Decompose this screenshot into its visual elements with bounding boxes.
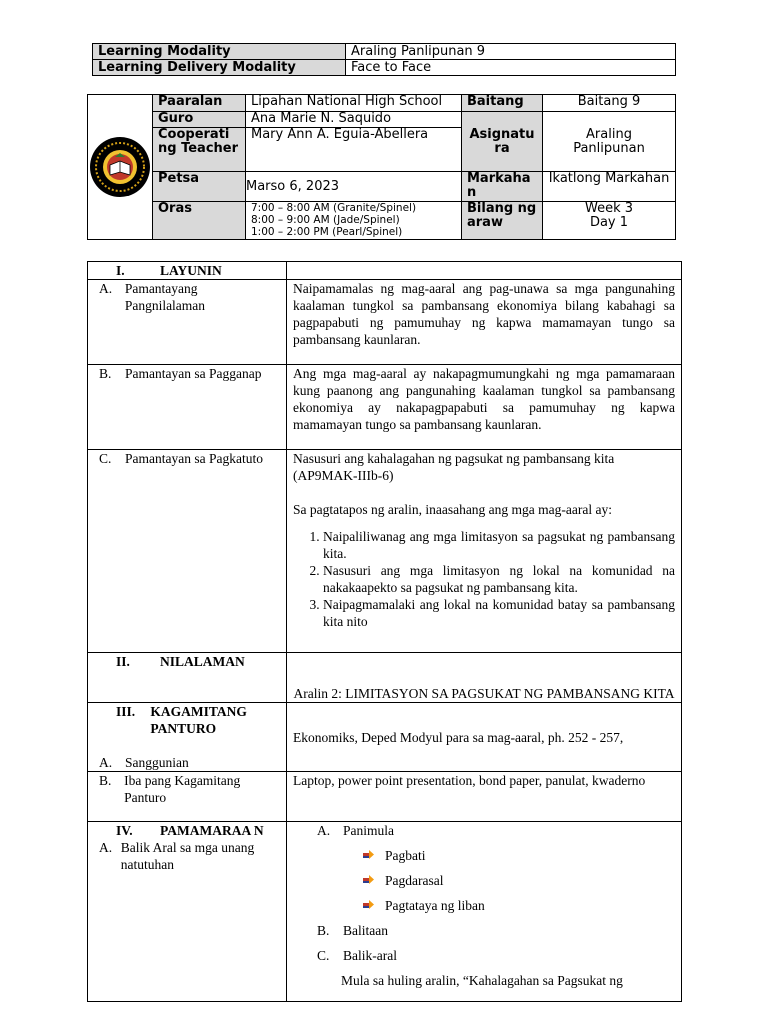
sanggunian-text: Ekonomiks, Deped Modyul para sa mag-aaral, ph. 252 - 257,	[287, 703, 682, 772]
baitang-value: Baitang 9	[543, 95, 676, 112]
oras-value	[246, 202, 462, 240]
petsa-label: Petsa	[153, 172, 246, 202]
bullet-item	[363, 847, 675, 864]
bullet-item	[363, 872, 675, 889]
item-label: Balitaan	[343, 923, 388, 938]
day-text: Day 1	[589, 215, 629, 230]
paaralan-label: Paaralan	[153, 95, 246, 112]
objectives-list	[293, 528, 675, 630]
item-label: Pamantayang Pangnilalaman	[124, 281, 206, 313]
item-label: Balik-aral	[343, 948, 397, 963]
item-letter: B.	[317, 923, 330, 938]
item-label: Pamantayan sa Pagkatuto	[125, 451, 263, 466]
paaralan-value: Lipahan National High School	[246, 95, 462, 112]
school-logo-cell	[88, 95, 153, 240]
section-number: I.	[116, 263, 125, 278]
bullet-text: Pagbati	[385, 848, 426, 863]
guro-value: Ana Marie N. Saquido	[246, 112, 462, 128]
coop-teacher-value: Mary Ann A. Eguia-Abellera	[246, 128, 462, 172]
petsa-value: Marso 6, 2023	[246, 172, 462, 202]
guro-label: Guro	[153, 112, 246, 128]
item-label: Sanggunian	[125, 755, 189, 770]
modality-table	[92, 43, 676, 76]
objective-item: 3. Naipagmamalaki ang lokal na komunidad batay sa pambansang kita nito	[323, 596, 675, 630]
oras-line: 1:00 – 2:00 PM (Pearl/Spinel)	[251, 226, 403, 238]
iba-pang-kagamitan-text: Laptop, power point presentation, bond paper, panulat, kwaderno	[287, 772, 682, 822]
section-title: LAYUNIN	[160, 263, 222, 278]
item-label: Balik Aral sa mga unang natutuhan	[120, 840, 255, 872]
markahan-label: Markaha n	[462, 172, 543, 202]
pamantayang-pangnilalaman-label	[88, 280, 287, 365]
pamantayan-sa-pagganap-label	[88, 365, 287, 450]
bullet-text: Pagtataya ng liban	[385, 898, 485, 913]
section-title: NILALAMAN	[160, 654, 245, 669]
section-number: II.	[116, 654, 130, 669]
nilalaman-text: Aralin 2: LIMITASYON SA PAGSUKAT NG PAMBANSANG KITA	[287, 653, 682, 703]
item-letter: B.	[99, 366, 112, 381]
bilang-value	[543, 202, 676, 240]
bullet-text: Pagdarasal	[385, 873, 444, 888]
section-title: PAMAMARAA N	[160, 823, 264, 838]
school-info-table	[87, 94, 676, 240]
oras-line: 7:00 – 8:00 AM (Granite/Spinel)	[251, 202, 417, 214]
baitang-label: Baitang	[462, 95, 543, 112]
item-letter: C.	[99, 451, 112, 466]
item-letter: A.	[99, 840, 113, 855]
item-label: Pamantayan sa Pagganap	[125, 366, 262, 381]
section-number: IV.	[116, 823, 133, 838]
item-letter: A.	[99, 281, 113, 296]
pamantayan-sa-pagganap-text: Ang mga mag-aaral ay nakapagmumungkahi ng mga pamamaraan kung paanong ang pangunahing kaalaman tungkol sa pambansang ekonomiya ay nakapagpapabuti sa pamumuhay ng kapwa mamamayan tungo sa pambansang kaunlaran.	[287, 365, 682, 450]
lesson-plan-table	[87, 261, 682, 1002]
pamantayan-sa-pagkatuto-content	[287, 450, 682, 653]
pamamaraan-content	[287, 822, 682, 1002]
nilalaman-header	[88, 653, 287, 703]
item-label: Panimula	[343, 823, 394, 838]
delivery-modality-label: Learning Delivery Modality	[93, 60, 346, 76]
item-letter: C.	[317, 948, 330, 963]
modality-label: Learning Modality	[93, 44, 346, 60]
bilang-label: Bilang ng araw	[462, 202, 543, 240]
oras-label: Oras	[153, 202, 246, 240]
asignatura-label: Asignatu ra	[462, 112, 543, 172]
modality-value: Araling Panlipunan 9	[346, 44, 676, 60]
layunin-header	[88, 262, 287, 280]
pamamaraan-header	[88, 822, 287, 1002]
arrow-bullet-icon	[363, 872, 385, 889]
layunin-content	[287, 262, 682, 280]
week-text: Week 3	[584, 201, 634, 216]
asignatura-value: Araling Panlipunan	[543, 112, 676, 172]
pamantayang-pangnilalaman-text: Naipamamalas ng mag-aaral ang pag-unawa sa mga pangunahing kaalaman tungkol sa pambansang ekonomiya bilang kabahagi sa pagpapabuti ng pamumuhay ng kapwa mamamayan tungo sa pambansang kaunlaran.	[287, 280, 682, 365]
oras-line: 8:00 – 9:00 AM (Jade/Spinel)	[251, 214, 400, 226]
bullet-item	[363, 897, 675, 914]
arrow-bullet-icon	[363, 847, 385, 864]
section-number: III.	[116, 704, 136, 719]
competency-text: Nasusuri ang kahalagahan ng pagsukat ng pambansang kita (AP9MAK-IIIb-6)	[293, 451, 615, 483]
kagamitan-header	[88, 703, 287, 772]
objective-item: 2. Nasusuri ang mga limitasyon ng lokal na komunidad na nakakaapekto sa pagsukat ng pambansang kita.	[323, 562, 675, 596]
coop-teacher-label: Cooperati ng Teacher	[153, 128, 246, 172]
iba-pang-kagamitan-label	[88, 772, 287, 822]
markahan-value: Ikatlong Markahan	[543, 172, 676, 202]
school-seal-icon	[88, 135, 152, 199]
item-letter: A.	[317, 823, 331, 838]
pamantayan-sa-pagkatuto-label	[88, 450, 287, 653]
delivery-modality-value: Face to Face	[346, 60, 676, 76]
item-letter: A.	[99, 755, 113, 770]
balik-aral-text: Mula sa huling aralin, “Kahalagahan sa Pagsukat ng	[341, 973, 623, 988]
section-title: KAGAMITANG PANTURO	[150, 704, 247, 736]
item-letter: B.	[99, 773, 112, 788]
item-label: Iba pang Kagamitang Panturo	[124, 773, 241, 805]
objectives-intro: Sa pagtatapos ng aralin, inaasahang ang mga mag-aaral ay:	[293, 502, 612, 517]
objective-item: 1. Naipaliliwanag ang mga limitasyon sa pagsukat ng pambansang kita.	[323, 528, 675, 562]
arrow-bullet-icon	[363, 897, 385, 914]
